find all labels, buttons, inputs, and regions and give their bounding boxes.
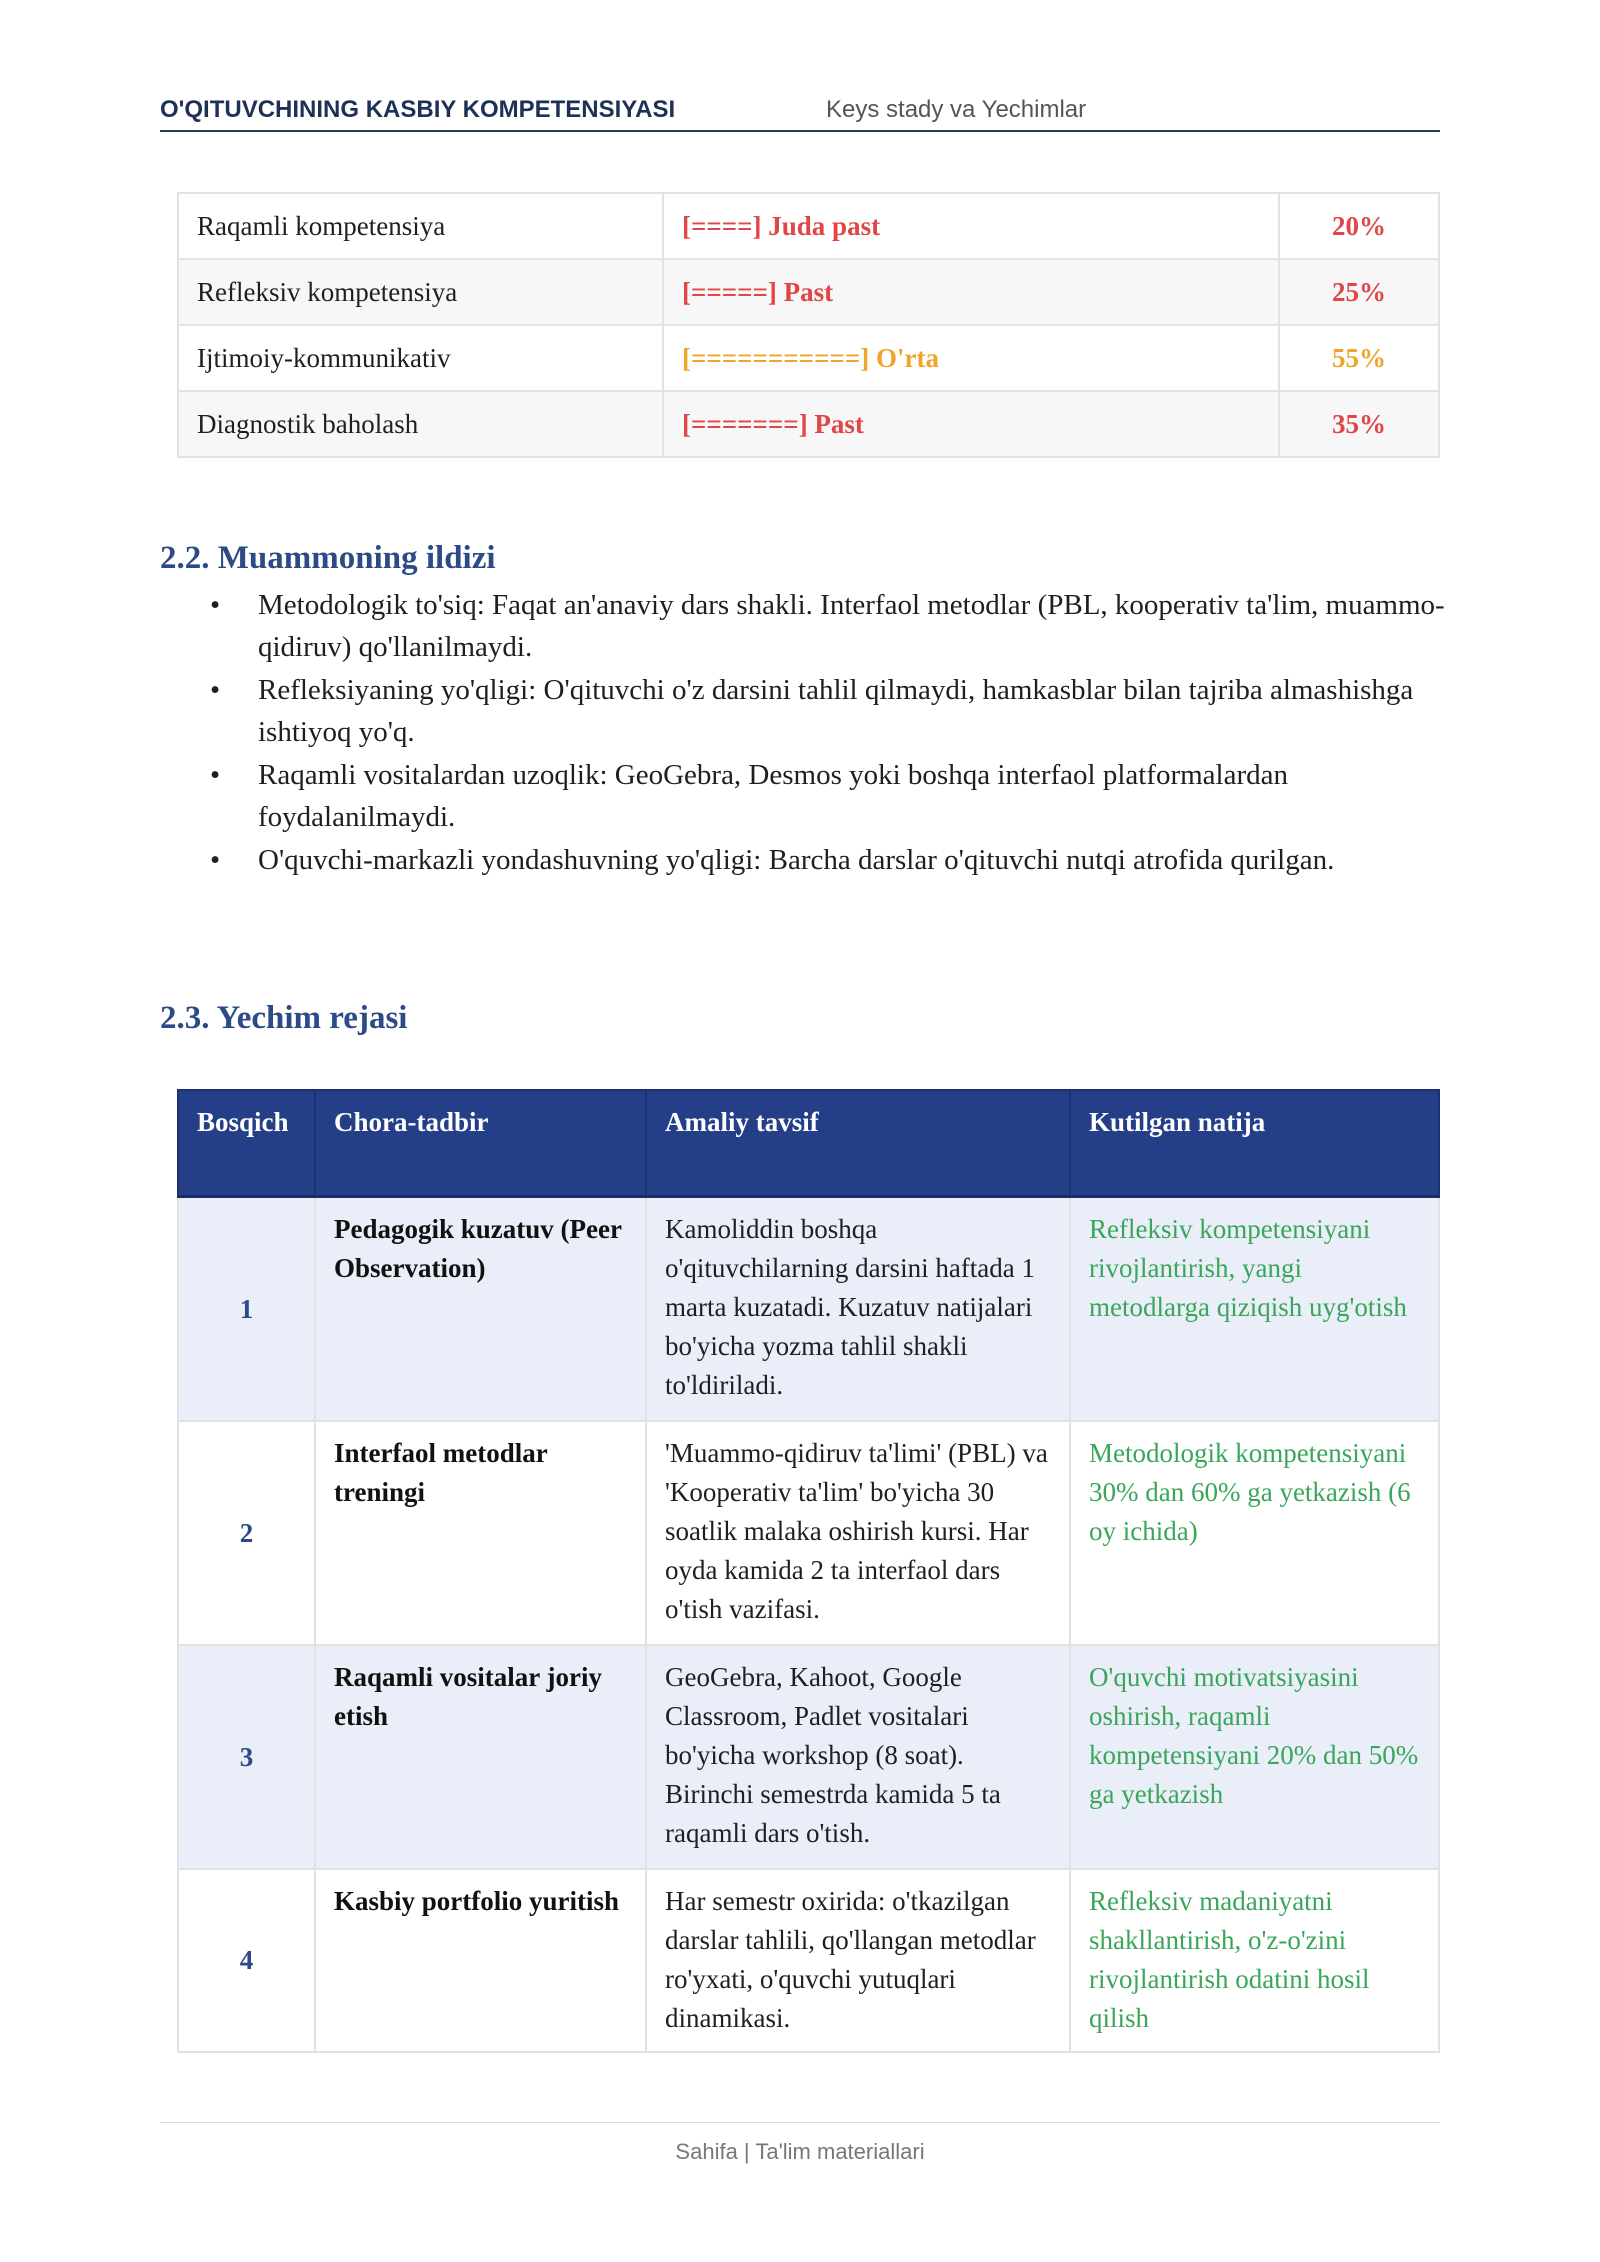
competency-percent: 55% — [1279, 325, 1439, 391]
competency-row — [178, 391, 1439, 457]
action-cell: Raqamli vositalar joriy etish — [315, 1645, 646, 1869]
description-cell: 'Muammo-qidiruv ta'limi' (PBL) va 'Kooperativ ta'lim' bo'yicha 30 soatlik malaka oshirish kursi. Har oyda kamida 2 ta interfaol dars o'tish vazifasi. — [646, 1421, 1070, 1645]
result-cell: O'quvchi motivatsiyasini oshirish, raqamli kompetensiyani 20% dan 50% ga yetkazish — [1070, 1645, 1439, 1869]
bullet-icon: • — [210, 589, 221, 621]
document-subtitle: Keys stady va Yechimlar — [826, 96, 1087, 123]
table-row — [178, 1645, 1439, 1869]
list-item-text: O'quvchi-markazli yondashuvning yo'qligi: Barcha darslar o'qituvchi nutqi atrofida qurilgan. — [258, 844, 1335, 876]
column-header-action: Chora-tadbir — [315, 1090, 646, 1197]
step-number: 4 — [178, 1869, 315, 2052]
step-number: 1 — [178, 1197, 315, 1422]
table-row — [178, 1869, 1439, 2052]
competency-name: Raqamli kompetensiya — [178, 193, 663, 259]
competency-bar: [=======] Past — [663, 391, 1279, 457]
result-cell: Refleksiv kompetensiyani rivojlantirish, yangi metodlarga qiziqish uyg'otish — [1070, 1197, 1439, 1422]
description-cell: Har semestr oxirida: o'tkazilgan darslar tahlili, qo'llangan metodlar ro'yxati, o'quvchi yutuqlari dinamikasi. — [646, 1869, 1070, 2052]
competency-percent: 25% — [1279, 259, 1439, 325]
action-cell: Kasbiy portfolio yuritish — [315, 1869, 646, 2052]
competency-bar: [===========] O'rta — [663, 325, 1279, 391]
competency-row — [178, 259, 1439, 325]
document-title: O'QITUVCHINING KASBIY KOMPETENSIYASI — [160, 96, 676, 123]
competency-table — [177, 192, 1440, 458]
competency-percent: 35% — [1279, 391, 1439, 457]
column-header-result: Kutilgan natija — [1070, 1090, 1439, 1197]
column-header-step: Bosqich — [178, 1090, 315, 1197]
page-footer: Sahifa | Ta'lim materiallari — [160, 2122, 1440, 2165]
plan-table — [177, 1089, 1440, 2053]
list-item-text: Refleksiyaning yo'qligi: O'qituvchi o'z darsini tahlil qilmaydi, hamkasblar bilan tajriba almashishga ishtiyoq yo'q. — [258, 674, 1414, 748]
action-cell: Pedagogik kuzatuv (Peer Observation) — [315, 1197, 646, 1422]
step-number: 3 — [178, 1645, 315, 1869]
description-cell: Kamoliddin boshqa o'qituvchilarning darsini haftada 1 marta kuzatadi. Kuzatuv natijalari bo'yicha yozma tahlil shakli to'ldiriladi. — [646, 1197, 1070, 1422]
bullet-icon: • — [210, 844, 221, 876]
column-header-description: Amaliy tavsif — [646, 1090, 1070, 1197]
competency-name: Diagnostik baholash — [178, 391, 663, 457]
table-row — [178, 1421, 1439, 1645]
action-cell: Interfaol metodlar treningi — [315, 1421, 646, 1645]
list-item — [160, 669, 1450, 753]
list-item — [160, 839, 1450, 881]
list-item-text: Metodologik to'siq: Faqat an'anaviy dars shakli. Interfaol metodlar (PBL, kooperativ ta'lim, muammo-qidiruv) qo'llanilmaydi. — [258, 589, 1445, 663]
section-heading-plan: 2.3. Yechim rejasi — [160, 1000, 408, 1036]
page-header — [160, 92, 1440, 132]
table-row — [178, 1197, 1439, 1422]
competency-name: Refleksiv kompetensiya — [178, 259, 663, 325]
competency-percent: 20% — [1279, 193, 1439, 259]
step-number: 2 — [178, 1421, 315, 1645]
bullet-icon: • — [210, 674, 221, 706]
list-item — [160, 754, 1450, 838]
list-item — [160, 584, 1450, 668]
competency-name: Ijtimoiy-kommunikativ — [178, 325, 663, 391]
list-item-text: Raqamli vositalardan uzoqlik: GeoGebra, Desmos yoki boshqa interfaol platformalardan foydalanilmaydi. — [258, 759, 1289, 833]
result-cell: Metodologik kompetensiyani 30% dan 60% ga yetkazish (6 oy ichida) — [1070, 1421, 1439, 1645]
result-cell: Refleksiv madaniyatni shakllantirish, o'z-o'zini rivojlantirish odatini hosil qilish — [1070, 1869, 1439, 2052]
description-cell: GeoGebra, Kahoot, Google Classroom, Padlet vositalari bo'yicha workshop (8 soat). Birinchi semestrda kamida 5 ta raqamli dars o'tish. — [646, 1645, 1070, 1869]
root-cause-list — [160, 584, 1450, 882]
competency-row — [178, 193, 1439, 259]
competency-row — [178, 325, 1439, 391]
competency-bar: [====] Juda past — [663, 193, 1279, 259]
section-heading-root: 2.2. Muammoning ildizi — [160, 540, 496, 576]
bullet-icon: • — [210, 759, 221, 791]
table-header-row — [178, 1090, 1439, 1197]
competency-bar: [=====] Past — [663, 259, 1279, 325]
